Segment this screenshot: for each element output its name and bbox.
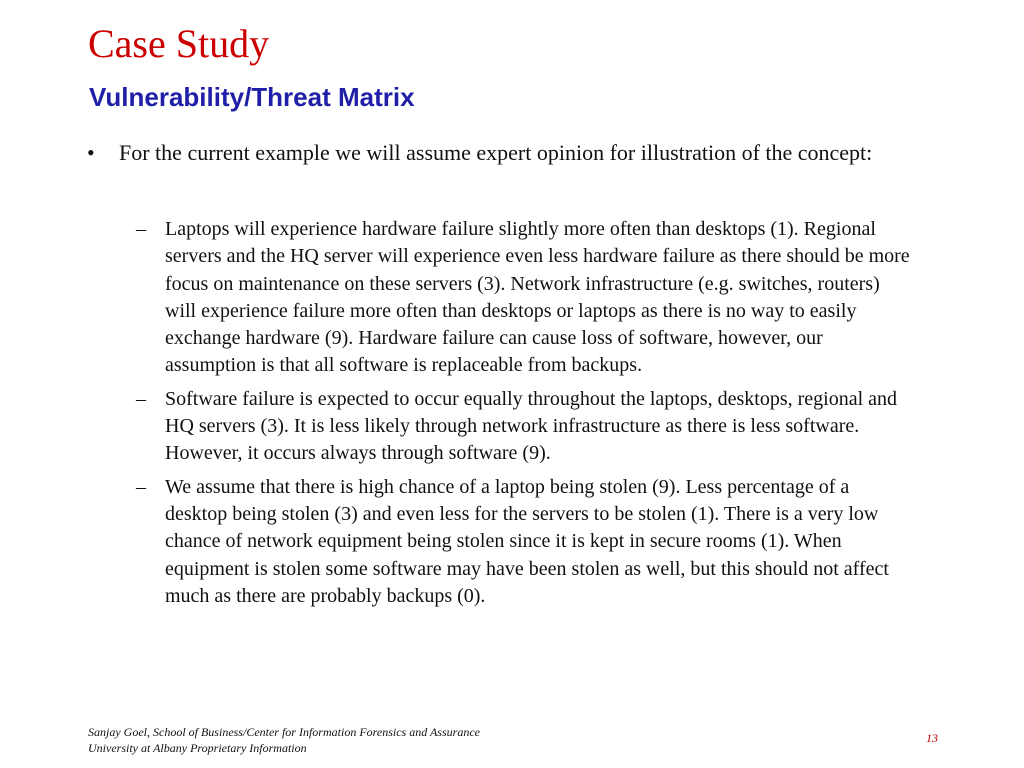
sub-bullet-text: Software failure is expected to occur equally throughout the laptops, desktops, regional and HQ servers (3). It is less likely through network infrastructure as there is less software. However, it occurs always through software (9). [165, 387, 898, 465]
sub-bullet-text: Laptops will experience hardware failure slightly more often than desktops (1). Regional servers and the HQ server will experience even less hardware failure as there should be more focus on maintenance on these servers (3). Network infrastructure (e.g. switches, routers) will experience failure more often than desktops or laptops as there is no way to easily exchange hardware (9). Hardware failure can cause loss of software, however, our assumption is that all software is replaceable from backups. [165, 218, 910, 377]
main-bullet [87, 138, 919, 168]
slide-subtitle: Vulnerability/Threat Matrix [89, 82, 415, 112]
footer-credit-line2: University at Albany Proprietary Information [88, 741, 307, 755]
sub-bullet-software [136, 386, 915, 468]
sub-bullet-theft [136, 474, 915, 610]
bullet-marker: • [87, 140, 95, 165]
footer-credit [88, 724, 480, 756]
footer-credit-line1: Sanjay Goel, School of Business/Center for Information Forensics and Assurance [88, 725, 480, 739]
page-number: 13 [926, 731, 938, 745]
sub-bullet-marker: – [136, 218, 146, 240]
sub-bullet-marker: – [136, 475, 146, 498]
sub-bullet-list [136, 216, 915, 616]
main-bullet-text: For the current example we will assume expert opinion for illustration of the concept: [119, 140, 873, 165]
sub-bullet-hardware [136, 216, 915, 380]
sub-bullet-marker: – [136, 387, 146, 410]
sub-bullet-text: We assume that there is high chance of a laptop being stolen (9). Less percentage of a desktop being stolen (3) and even less for the servers to be stolen (1). There is a very low chance of network equipment being stolen since it is kept in secure rooms (1). When equipment is stolen some software may have been stolen as well, but this should not affect much as there are probably backups (0). [165, 475, 889, 607]
slide-title: Case Study [88, 21, 270, 66]
